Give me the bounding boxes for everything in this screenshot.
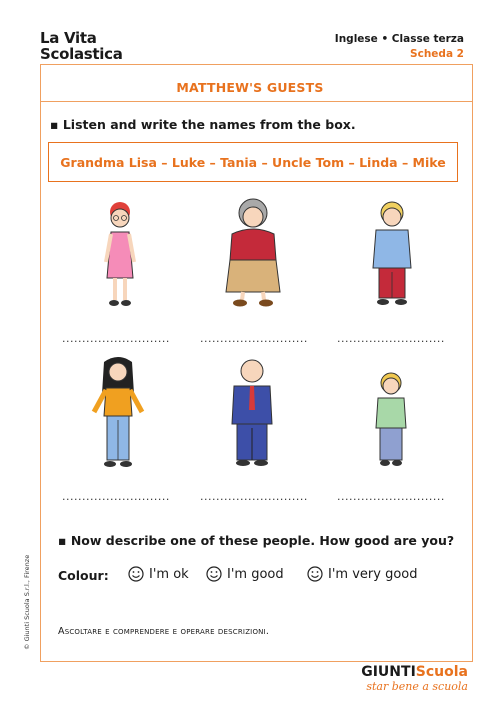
sheet-info <box>335 32 464 62</box>
title-divider <box>40 101 473 102</box>
answer-blank-2[interactable]: ........................... <box>200 332 308 345</box>
answer-blank-1[interactable]: ........................... <box>62 332 170 345</box>
publisher-name-2: Scuola <box>415 664 468 680</box>
answer-blank-5[interactable]: ........................... <box>200 490 308 503</box>
boy-blue-sweater-figure <box>365 200 420 310</box>
answer-blank-3[interactable]: ........................... <box>337 332 445 345</box>
subject-label: Inglese • Classe terza <box>334 33 464 45</box>
colour-label: Colour: <box>58 568 109 583</box>
footer-objective: Ascoltare e comprendere e operare descrizioni. <box>58 626 270 637</box>
answer-blank-6[interactable]: ........................... <box>337 490 445 503</box>
copyright-notice: © Giunti Scuola S.r.l., Firenze <box>23 554 31 650</box>
page-title: MATTHEW'S GUESTS <box>176 80 324 95</box>
brand-line1: La Vita <box>40 29 97 47</box>
boy-green-shirt-figure <box>370 372 412 470</box>
sheet-number: Scheda 2 <box>410 48 464 60</box>
option-ok[interactable] <box>128 566 189 582</box>
option-very-good-label: I'm very good <box>328 566 418 582</box>
option-very-good[interactable] <box>307 566 417 582</box>
smiley-icon <box>206 566 222 582</box>
names-box: Grandma Lisa – Luke – Tania – Uncle Tom – Linda – Mike <box>48 142 458 182</box>
brand-line2: Scolastica <box>40 45 123 63</box>
girl-orange-top-figure <box>88 354 148 472</box>
smiley-icon <box>307 566 323 582</box>
option-ok-label: I'm ok <box>149 566 189 582</box>
smiley-icon <box>128 566 144 582</box>
publisher-tagline: star bene a scuola <box>366 680 468 693</box>
publisher-name-1: GIUNTI <box>361 664 416 680</box>
option-good[interactable] <box>206 566 284 582</box>
publisher-logo <box>361 664 468 693</box>
uncle-suit-figure <box>224 358 280 470</box>
option-good-label: I'm good <box>227 566 284 582</box>
instruction-describe: ▪ Now describe one of these people. How good are you? <box>58 533 455 548</box>
instruction-listen: ▪ Listen and write the names from the box. <box>50 117 356 132</box>
answer-blank-4[interactable]: ........................... <box>62 490 170 503</box>
brand-logo <box>40 30 123 62</box>
grandma-figure <box>218 196 288 310</box>
girl-pink-dress-figure <box>95 200 145 310</box>
